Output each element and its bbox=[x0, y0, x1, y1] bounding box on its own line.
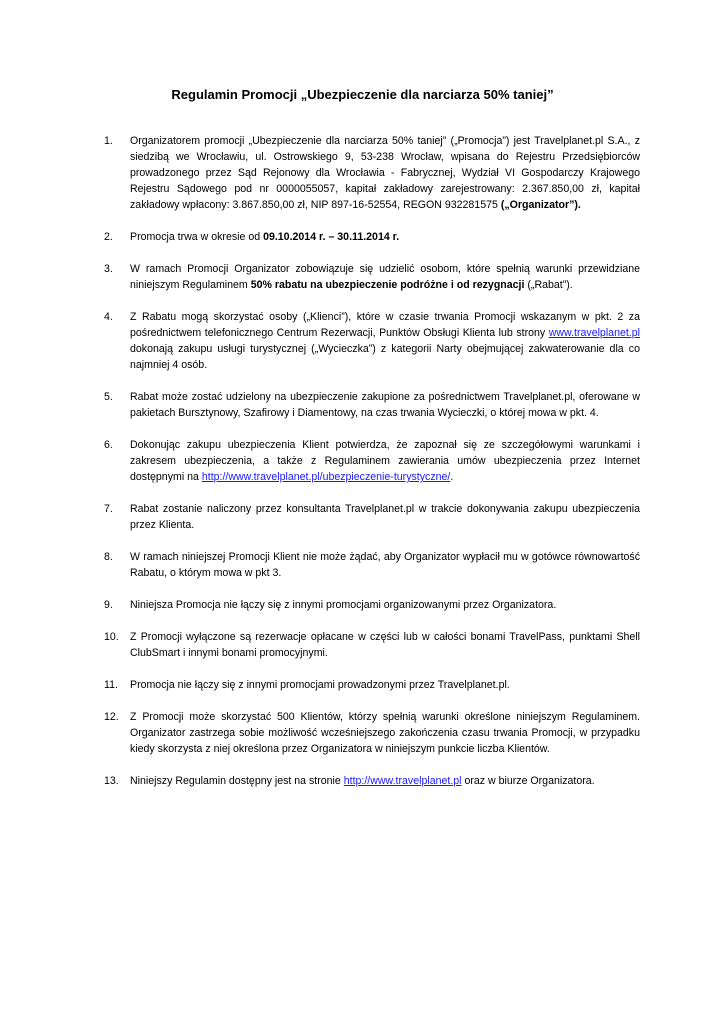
item-text bbox=[130, 709, 640, 757]
item-text-part: Promocja nie łączy się z innymi promocjami prowadzonymi przez Travelplanet.pl. bbox=[130, 679, 510, 691]
regulation-list bbox=[104, 133, 640, 805]
item-bold-text: 50% rabatu na ubezpieczenie podróżne i od rezygnacji bbox=[250, 279, 525, 291]
list-item-10 bbox=[104, 629, 640, 661]
item-number: 12. bbox=[104, 711, 119, 723]
item-text-part: W ramach niniejszej Promocji Klient nie może żądać, aby Organizator wypłacił mu w gotówce równowartość Rabatu, o którym mowa w pkt 3. bbox=[130, 551, 640, 579]
item-number: 1. bbox=[104, 135, 113, 147]
item-text bbox=[130, 133, 640, 213]
item-number: 2. bbox=[104, 231, 113, 243]
item-text-part: Z Rabatu mogą skorzystać osoby („Klienci”), które w czasie trwania Promocji wskazanym w pkt. 2 za pośrednictwem telefonicznego Centrum Rezerwacji, Punktów Obsługi Klienta lub strony bbox=[130, 311, 640, 339]
item-number: 13. bbox=[104, 775, 119, 787]
list-item-6 bbox=[104, 437, 640, 485]
travelplanet-link[interactable]: www.travelplanet.pl bbox=[548, 327, 640, 339]
list-item-11 bbox=[104, 677, 640, 693]
item-number: 7. bbox=[104, 503, 113, 515]
item-text-part: Rabat zostanie naliczony przez konsultanta Travelplanet.pl w trakcie dokonywania zakupu ubezpieczenia przez Klienta. bbox=[130, 503, 640, 531]
list-item-1 bbox=[104, 133, 640, 213]
item-text-part: oraz w biurze Organizatora. bbox=[461, 775, 595, 787]
page-title: Regulamin Promocji „Ubezpieczenie dla narciarza 50% taniej” bbox=[171, 87, 554, 102]
item-number: 11. bbox=[104, 679, 118, 691]
item-number: 4. bbox=[104, 311, 113, 323]
item-number: 3. bbox=[104, 263, 113, 275]
item-text bbox=[130, 437, 640, 485]
item-text-part: . bbox=[450, 471, 454, 483]
item-text bbox=[130, 229, 640, 245]
item-text bbox=[130, 501, 640, 533]
list-item-3 bbox=[104, 261, 640, 293]
list-item-7 bbox=[104, 501, 640, 533]
list-item-13 bbox=[104, 773, 640, 789]
item-number: 9. bbox=[104, 599, 113, 611]
item-text-part: Niniejszy Regulamin dostępny jest na stronie bbox=[130, 775, 344, 787]
item-text-part: Niniejsza Promocja nie łączy się z innymi promocjami organizowanymi przez Organizatora. bbox=[130, 599, 557, 611]
item-text-part: dokonają zakupu usługi turystycznej („Wycieczka”) z kategorii Narty obejmującej zakwaterowanie dla co najmniej 4 osób. bbox=[130, 343, 640, 371]
item-text-part: Rabat może zostać udzielony na ubezpieczenie zakupione za pośrednictwem Travelplanet.pl, oferowane w pakietach Bursztynowy, Szafirowy i Diamentowy, na czas trwania Wycieczki, o której mowa w pkt. 4. bbox=[130, 391, 640, 419]
item-text-part: Z Promocji wyłączone są rezerwacje opłacane w części lub w całości bonami TravelPass, punktami Shell ClubSmart i innymi bonami promocyjnymi. bbox=[130, 631, 640, 659]
list-item-4 bbox=[104, 309, 640, 373]
item-text bbox=[130, 261, 640, 293]
list-item-2 bbox=[104, 229, 640, 245]
item-text bbox=[130, 389, 640, 421]
item-number: 8. bbox=[104, 551, 113, 563]
item-text bbox=[130, 549, 640, 581]
item-text bbox=[130, 677, 640, 693]
item-text bbox=[130, 773, 640, 789]
item-text-part: Organizatorem promocji „Ubezpieczenie dla narciarza 50% taniej” („Promocja”) jest Travelplanet.pl S.A., z siedzibą we Wrocławiu, ul. Ostrowskiego 9, 53-238 Wrocław, wpisana do Rejestru Przedsiębiorców prowadzonego przez Sąd Rejonowy dla Wrocławia - Fabrycznej, Wydział VI Gospodarczy Krajowego Rejestru Sądowego pod nr 0000055057, kapitał zakładowy zarejestrowany: 2.367.850,00 zł, kapitał zakładowy wpłacony: 3.867.850,00 zł, NIP 897-16-52554, REGON 932281575 bbox=[130, 135, 640, 211]
item-number: 5. bbox=[104, 391, 113, 403]
item-text-part: Z Promocji może skorzystać 500 Klientów, którzy spełnią warunki określone niniejszym Regulaminem. Organizator zastrzega sobie możliwość wcześniejszego zakończenia czasu trwania Promocji, w przypadku kiedy skorzysta z niej określona przez Organizatora w niniejszym punkcie liczba Klientów. bbox=[130, 711, 640, 755]
item-number: 6. bbox=[104, 439, 113, 451]
list-item-5 bbox=[104, 389, 640, 421]
item-number: 10. bbox=[104, 631, 119, 643]
insurance-link[interactable]: http://www.travelplanet.pl/ubezpieczenie-turystyczne/ bbox=[201, 471, 451, 483]
item-text-part: Dokonując zakupu ubezpieczenia Klient potwierdza, że zapoznał się ze szczegółowymi warunkami i zakresem ubezpieczenia, a także z Regulaminem zawierania umów ubezpieczenia przez Internet dostępnymi na bbox=[130, 439, 640, 483]
item-text bbox=[130, 597, 640, 613]
item-bold-text: („Organizator”). bbox=[500, 199, 581, 211]
list-item-12 bbox=[104, 709, 640, 757]
item-text-part: Promocja trwa w okresie od bbox=[130, 231, 264, 243]
item-text-part: („Rabat”). bbox=[524, 279, 573, 291]
item-text bbox=[130, 309, 640, 373]
travelplanet-homepage-link[interactable]: http://www.travelplanet.pl bbox=[343, 775, 462, 787]
item-text-part: W ramach Promocji Organizator zobowiązuje się udzielić osobom, które spełnią warunki przewidziane niniejszym Regulaminem bbox=[130, 263, 640, 291]
list-item-8 bbox=[104, 549, 640, 581]
item-bold-text: 09.10.2014 r. – 30.11.2014 r. bbox=[263, 231, 400, 243]
list-item-9 bbox=[104, 597, 640, 613]
item-text bbox=[130, 629, 640, 661]
